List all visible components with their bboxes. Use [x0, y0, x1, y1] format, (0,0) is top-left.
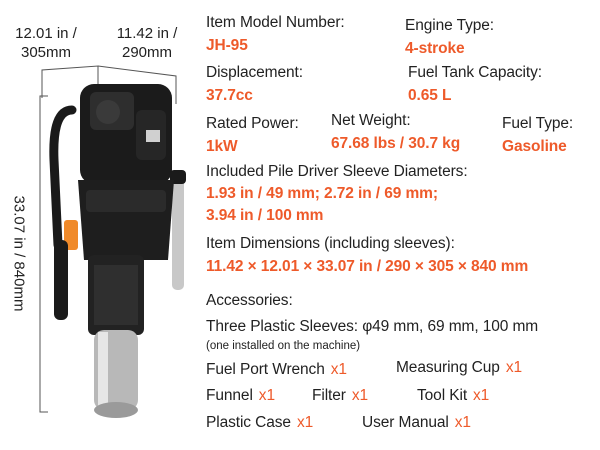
accessory-qty: x1 — [258, 387, 275, 404]
height-dimension-label: 33.07 in / 840mm — [10, 195, 28, 312]
accessory-name: Tool Kit — [417, 387, 468, 404]
accessory-item — [362, 414, 471, 432]
fuel-tank-value: 0.65 L — [408, 87, 452, 104]
sleeve-diameters-value-line-1: 1.93 in / 49 mm; 2.72 in / 69 mm; — [206, 185, 438, 202]
item-dimensions-label: Item Dimensions (including sleeves): — [206, 235, 455, 252]
accessory-name: Filter — [312, 387, 346, 404]
engine-type-value: 4-stroke — [405, 40, 465, 57]
fuel-tank-label: Fuel Tank Capacity: — [408, 64, 542, 81]
accessory-qty: x1 — [296, 414, 314, 431]
width-dimension-line-1: 12.01 in / — [15, 25, 77, 42]
accessory-name: Fuel Port Wrench — [206, 361, 325, 378]
model-number-label: Item Model Number: — [206, 14, 345, 31]
depth-dimension-line-2: 290mm — [121, 44, 173, 61]
net-weight-value: 67.68 lbs / 30.7 kg — [331, 135, 461, 152]
accessory-item — [206, 414, 313, 432]
width-dimension-line-2: 305mm — [20, 44, 72, 61]
displacement-label: Displacement: — [206, 64, 303, 81]
accessory-item — [206, 361, 347, 379]
accessory-item — [206, 387, 275, 405]
model-number-value: JH-95 — [206, 37, 248, 54]
accessory-item — [396, 359, 522, 377]
fuel-type-label: Fuel Type: — [502, 115, 574, 132]
engine-type-label: Engine Type: — [405, 17, 494, 34]
accessory-name: Funnel — [206, 387, 253, 404]
accessories-title: Accessories: — [206, 292, 293, 309]
pile-driver-image — [28, 70, 198, 445]
sleeve-diameters-value-line-2: 3.94 in / 100 mm — [206, 207, 324, 224]
sleeve-diameters-label: Included Pile Driver Sleeve Diameters: — [206, 163, 468, 180]
rated-power-label: Rated Power: — [206, 115, 299, 132]
accessory-qty: x1 — [505, 359, 522, 376]
plastic-sleeves-note: (one installed on the machine) — [206, 340, 361, 352]
displacement-value: 37.7cc — [206, 87, 253, 104]
accessory-item — [312, 387, 368, 405]
plastic-sleeves-line: Three Plastic Sleeves: φ49 mm, 69 mm, 100 mm — [206, 318, 539, 335]
accessory-qty: x1 — [454, 414, 471, 431]
accessory-name: Plastic Case — [206, 414, 291, 431]
accessory-qty: x1 — [330, 361, 347, 378]
depth-dimension-line-1: 11.42 in / — [116, 25, 178, 42]
accessory-name: User Manual — [362, 414, 449, 431]
accessory-qty: x1 — [473, 387, 490, 404]
rated-power-value: 1kW — [206, 138, 238, 155]
accessory-qty: x1 — [351, 387, 369, 404]
accessory-name: Measuring Cup — [396, 359, 500, 376]
net-weight-label: Net Weight: — [331, 112, 411, 129]
item-dimensions-value: 11.42 × 12.01 × 33.07 in / 290 × 305 × 840 mm — [206, 258, 529, 275]
accessory-item — [417, 387, 489, 405]
fuel-type-value: Gasoline — [502, 138, 567, 155]
